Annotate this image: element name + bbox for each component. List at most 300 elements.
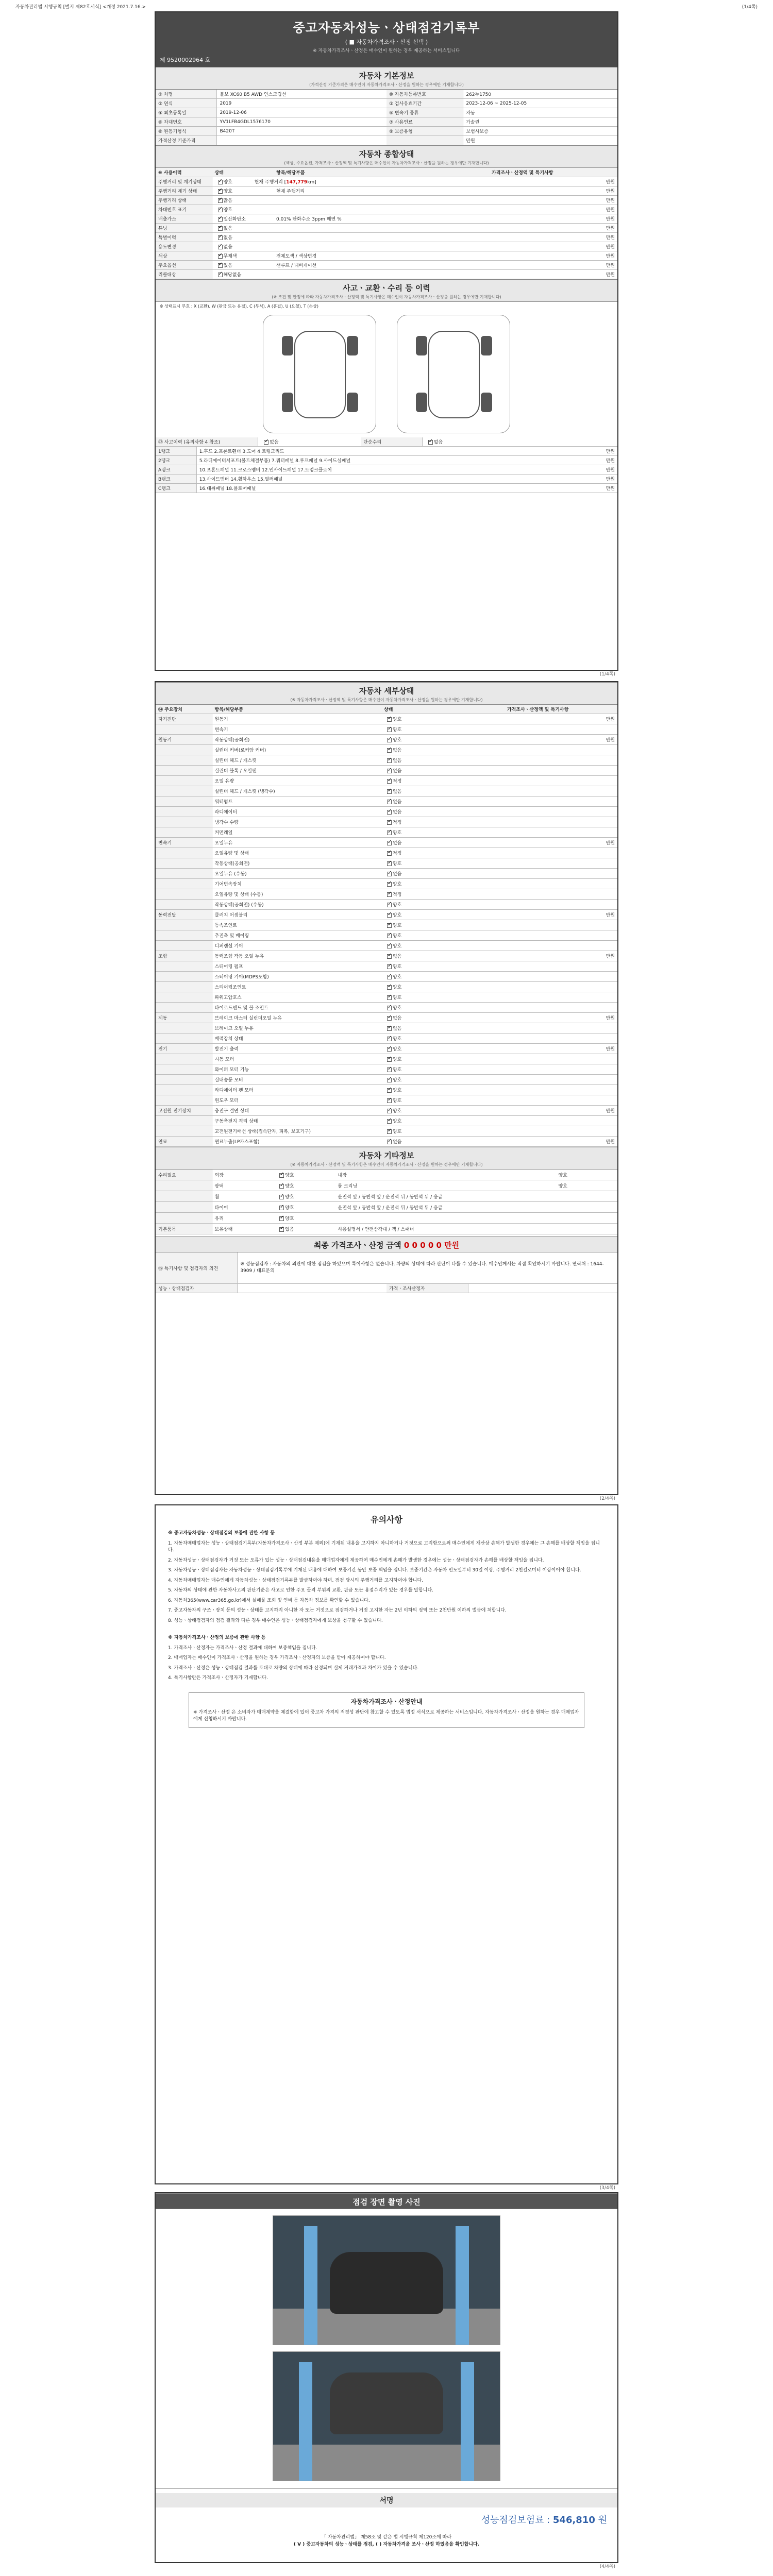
summary-state bbox=[212, 251, 274, 260]
detail-item: 기어변속장치 bbox=[214, 882, 242, 887]
other-state2: 양호 bbox=[558, 1173, 567, 1178]
summary-row bbox=[156, 261, 617, 270]
summary-label: 리콜대상 bbox=[156, 270, 212, 279]
wheel-icon bbox=[416, 336, 427, 355]
field-label: ⑦ 사용연료 bbox=[386, 117, 463, 126]
field-value: B420T bbox=[220, 128, 235, 134]
other-group bbox=[156, 1202, 212, 1212]
notice-item: 6. 자동차365(www.car365.go.kr)에서 실매물 조회 및 연비 등 자동차 정보를 확인할 수 있습니다. bbox=[168, 1598, 370, 1603]
notice-item: 2. 자동차성능ㆍ상태점검자가 거짓 또는 오류가 있는 성능ㆍ상태점검내용을 매매업자에게 제공하여 매수인에게 손해가 발생한 경우에는 성능ㆍ상태점검자가 손해를 배상할 책임을 집니다. bbox=[168, 1557, 544, 1563]
checkbox-checked bbox=[387, 1119, 392, 1124]
summary-price: 만원 bbox=[606, 263, 615, 268]
summary-label: 특별이력 bbox=[156, 233, 212, 242]
detail-item: 등속조인트 bbox=[214, 923, 238, 928]
car-frame-diagram bbox=[397, 315, 510, 433]
field-value: 2019-12-06 bbox=[220, 110, 247, 115]
state-text: 양호 bbox=[393, 1109, 402, 1114]
opinion-row: ⑮ 특기사항 및 점검자의 의견 ※ 성능점검자 : 자동차의 외관에 대한 점검을 하였으며 특이사항은 없습니다. 차량의 상태에 따라 판단이 다를 수 있습니다. 매수인께서는 직접 확인하시기 바랍니다. 연락처 : 1644-3909 / 대표문의 bbox=[156, 1252, 617, 1284]
detail-price: 만원 bbox=[606, 954, 615, 959]
checkbox-checked bbox=[387, 1057, 392, 1062]
other-item: 광택 bbox=[214, 1183, 224, 1189]
checkbox-checked bbox=[387, 769, 392, 773]
detail-group bbox=[156, 1064, 212, 1074]
field-value: 262누1750 bbox=[466, 92, 492, 97]
state-text: 없음 bbox=[393, 1140, 402, 1145]
detail-group bbox=[156, 755, 212, 765]
detail-row bbox=[156, 1054, 617, 1064]
detail-row bbox=[156, 745, 617, 755]
state-text: 있음 bbox=[223, 263, 232, 268]
section-other: 자동차 기타정보 (※ 자동차가격조사ㆍ산정액 및 특기사항은 매수인이 자동차가격조사ㆍ산정을 원하는 경우에만 기재합니다) bbox=[156, 1147, 617, 1170]
detail-state bbox=[381, 982, 505, 991]
detail-price bbox=[505, 904, 617, 906]
summary-item bbox=[274, 227, 489, 229]
detail-group bbox=[156, 889, 212, 899]
detail-price bbox=[505, 965, 617, 968]
other-row bbox=[156, 1202, 617, 1213]
detail-state bbox=[381, 1044, 505, 1053]
detail-group bbox=[156, 900, 212, 909]
checkbox-checked bbox=[218, 217, 223, 222]
detail-price bbox=[505, 1099, 617, 1101]
field-label: ④ 최초등록일 bbox=[156, 108, 217, 117]
state-text: 없음 bbox=[393, 769, 402, 774]
summary-label: 차대번호 표기 bbox=[156, 205, 212, 214]
notice-list bbox=[168, 1540, 605, 1625]
detail-group bbox=[156, 1033, 212, 1043]
basic-info-row bbox=[156, 108, 617, 117]
detail-price: 만원 bbox=[606, 841, 615, 846]
wheel-icon bbox=[416, 393, 427, 412]
basic-info-row bbox=[156, 136, 617, 145]
detail-item: 와이퍼 모터 기능 bbox=[214, 1067, 249, 1073]
detail-group: 변속기 bbox=[156, 838, 212, 848]
detail-row bbox=[156, 766, 617, 776]
detail-group: 동력전달 bbox=[156, 910, 212, 920]
other-state bbox=[274, 1171, 335, 1179]
detail-row bbox=[156, 869, 617, 879]
detail-item: 오일유량 및 상태 bbox=[214, 851, 249, 856]
detail-item: 실린더 헤드 / 개스킷 (냉각수) bbox=[214, 789, 275, 794]
detail-row bbox=[156, 858, 617, 869]
summary-price: 만원 bbox=[606, 254, 615, 259]
checkbox-checked bbox=[279, 1184, 284, 1189]
detail-state bbox=[381, 941, 505, 950]
summary-price: 만원 bbox=[606, 189, 615, 194]
checkbox-checked bbox=[387, 975, 392, 979]
detail-row bbox=[156, 1033, 617, 1044]
checkbox-checked bbox=[387, 789, 392, 794]
part-group-row bbox=[156, 474, 617, 484]
detail-price bbox=[505, 780, 617, 782]
detail-state bbox=[381, 900, 505, 909]
summary-item bbox=[274, 209, 489, 211]
part-items: 1.후드 2.프론트휀더 3.도어 4.트렁크리드 bbox=[199, 449, 284, 454]
field-value bbox=[217, 140, 386, 142]
detail-row bbox=[156, 755, 617, 766]
detail-state bbox=[381, 910, 505, 919]
checkbox-checked bbox=[387, 748, 392, 753]
summary-row bbox=[156, 224, 617, 233]
detail-price bbox=[505, 1130, 617, 1132]
detail-group bbox=[156, 1126, 212, 1136]
other-state bbox=[274, 1225, 335, 1233]
other-item2: 내장 bbox=[338, 1173, 347, 1178]
wheel-icon bbox=[347, 393, 358, 412]
checkbox-checked bbox=[387, 841, 392, 845]
state-text: 양호 bbox=[393, 738, 402, 743]
detail-price bbox=[505, 770, 617, 772]
detail-state bbox=[381, 1096, 505, 1105]
detail-group: 조향 bbox=[156, 951, 212, 961]
detail-group bbox=[156, 745, 212, 755]
detail-group bbox=[156, 961, 212, 971]
photo-section-header: 점검 장면 촬영 사진 bbox=[156, 2193, 617, 2209]
detail-item: 라디에이터 bbox=[214, 810, 238, 815]
detail-item: 냉각수 수량 bbox=[214, 820, 239, 825]
field-value: 보험사보증 bbox=[466, 129, 489, 134]
detail-row bbox=[156, 1106, 617, 1116]
checkbox-good bbox=[218, 180, 223, 184]
accident-legend: ※ 상태표시 부호 : X (교환), W (판금 또는 용접), C (부식), A (흠집), U (요철), T (손상) bbox=[160, 304, 319, 309]
detail-state bbox=[381, 869, 505, 878]
summary-state bbox=[212, 214, 274, 223]
detail-state bbox=[381, 1106, 505, 1115]
state-text: 있음 bbox=[285, 1227, 294, 1232]
state-text: 양호 bbox=[393, 985, 402, 990]
summary-state bbox=[212, 270, 274, 279]
detail-group: 자기진단 bbox=[156, 714, 212, 724]
detail-item: 실린더 블록 / 오일팬 bbox=[214, 769, 257, 774]
mileage-row: 주행거리 및 계기상태 ✓ 양호 현재 주행거리 [147,779km] 만원 bbox=[156, 177, 617, 187]
state-text: 양호 bbox=[393, 1037, 402, 1042]
state-text: 양호 bbox=[393, 861, 402, 867]
summary-state bbox=[212, 205, 274, 214]
detail-state bbox=[381, 952, 505, 960]
detail-group bbox=[156, 982, 212, 992]
page-2: 자동차 세부상태 (※ 자동차가격조사ㆍ산정액 및 특기사항은 매수인이 자동차가격조사ㆍ산정을 원하는 경우에만 기재합니다) ⑭ 주요장치 항목/해당부품 상태 가격조사ㆍ산정액 및 특기사항 자기진단 원동기 ✓ 양호 만원 변속기 ✓ 양호 원동기 작동상태(공회전) ✓ 양호 만원 실린더 커버(로커암 커버) ✓ 없음 실린더 헤드 / 개스킷 ✓ 없음 실린더 블록 / 오일팬 ✓ 없음 오일 유량 ✓ 적정 실린더 헤드 / 개스킷 (냉각수) ✓ 없음 워터펌프 ✓ 없음 라디에이터 ✓ 없음 냉각수 수량 ✓ 적정 커먼레일 ✓ 양호 변속기 오일누유 ✓ 없음 만원 오일유량 및 상태 ✓ 적정 작동상태(공회전) ✓ 양호 오일누유 (수동) ✓ 없음 기어변속장치 ✓ 양호 오일유량 및 상태 (수동) ✓ 적정 작동상태(공회전) (수동) ✓ 양호 동력전달 클러치 어셈블리 ✓ 양호 만원 등속조인트 ✓ 양호 추진축 및 베어링 ✓ 양호 디퍼렌셜 기어 ✓ 양호 조향 동력조향 작동 오일 누유 ✓ 없음 만원 스티어링 펌프 ✓ 양호 스티어링 기어(MDPS포함) ✓ 양호 스티어링조인트 ✓ 양호 파워고압호스 ✓ 양호 타이로드엔드 및 볼 조인트 ✓ 양호 제동 브레이크 마스터 실린더오일 누유 ✓ 없음 만원 브레이크 오일 누유 ✓ 없음 배력장치 상태 ✓ 양호 전기 발전기 출력 ✓ 양호 만원 시동 모터 ✓ 양호 와이퍼 모터 기능 ✓ 양호 실내송풍 모터 ✓ 양호 라디에이터 팬 모터 ✓ 양호 윈도우 모터 ✓ 양호 고전원 전기장치 충전구 절연 상태 ✓ 양호 만원 구동축전지 격리 상태 ✓ 양호 고전원전기배선 상태(접속단자, 피복, 보호기구) ✓ 양호 연료 연료누출(LP가스포함) ✓ 없음 만원 자동차 기타정보 (※ 자동차가격조사ㆍ산정액 및 특기사항은 매수인이 자동차가격조사ㆍ산정을 원하는 경우에만 기재합니다) 수리필요 외장 ✓ 양호 내장 양호 광택 ✓ 양호 룸 크리닝 양호 휠 ✓ 양호 운전석 앞 / 동반석 앞 / 운전석 뒤 / 동반석 뒤 / 응급 타이어 ✓ 양호 운전석 앞 / 동반석 앞 / 운전석 뒤 / 동반석 뒤 / 응급 유리 ✓ 양호 기본품목 보유상태 ✓ 있음 사용설명서 / 안전삼각대 / 잭 / 스패너 최종 가격조사ㆍ산정 금액 0 0 0 0 0 만원 ⑮ 특기사항 및 점검자의 의견 ※ 성능점검자 : 자동차의 외관에 대한 점검을 하였으며 특이사항은 없습니다. 차량의 상태에 따라 판단이 다를 수 있습니다. 매수인께서는 직접 확인하시기 바랍니다. 연락처 : 1644-3909 / 대표문의 성능ㆍ상태점검자 가격ㆍ조사산정자 (2/4쪽) bbox=[155, 681, 618, 1495]
field-label: ⑤ 변속기 종류 bbox=[386, 108, 463, 117]
wheel-icon bbox=[282, 336, 293, 355]
detail-state bbox=[381, 859, 505, 868]
checkbox-checked bbox=[218, 189, 223, 194]
state-text: 없음 bbox=[393, 1016, 402, 1021]
other-state2 bbox=[556, 1217, 617, 1219]
detail-price bbox=[505, 1069, 617, 1071]
detail-state bbox=[381, 1086, 505, 1094]
detail-group bbox=[156, 827, 212, 837]
detail-state bbox=[381, 735, 505, 744]
other-row bbox=[156, 1170, 617, 1180]
detail-price bbox=[505, 986, 617, 988]
notice-item: 7. 중고자동차의 구조ㆍ장치 등의 성능ㆍ상태를 고지하지 아니한 자 또는 거짓으로 점검하거나 거짓 고지한 자는 2년 이하의 징역 또는 2천만원 이하의 벌금에 처합니다. bbox=[168, 1608, 507, 1613]
document-title: 중고자동차성능ㆍ상태점검기록부 bbox=[293, 21, 480, 35]
detail-group bbox=[156, 1054, 212, 1064]
state-text: 없음 bbox=[393, 872, 402, 877]
summary-label: 색상 bbox=[156, 251, 212, 260]
other-state bbox=[274, 1203, 335, 1212]
detail-state bbox=[381, 1013, 505, 1022]
summary-price: 만원 bbox=[606, 235, 615, 241]
detail-row bbox=[156, 1044, 617, 1054]
state-text: 일산화탄소 bbox=[223, 217, 246, 222]
state-text: 없음 bbox=[393, 800, 402, 805]
detail-state bbox=[381, 828, 505, 837]
checkbox-checked bbox=[387, 1067, 392, 1072]
detail-state bbox=[381, 993, 505, 1002]
detail-price bbox=[505, 832, 617, 834]
insurance-fee: 성능점검보험료 : 546,810 원 bbox=[481, 2515, 607, 2526]
detail-group bbox=[156, 796, 212, 806]
summary-label: 튜닝 bbox=[156, 224, 212, 232]
field-label: ⑥ 차대번호 bbox=[156, 117, 217, 126]
detail-state bbox=[381, 807, 505, 816]
state-text: 없음 bbox=[223, 235, 232, 241]
part-price: 만원 bbox=[606, 449, 615, 454]
detail-group bbox=[156, 1003, 212, 1012]
doc-number-value: 9520002964 bbox=[167, 57, 204, 63]
part-rank: C랭크 bbox=[156, 484, 197, 493]
state-text: 적정 bbox=[393, 779, 402, 784]
wheel-icon bbox=[347, 336, 358, 355]
detail-item: 충전구 절연 상태 bbox=[214, 1109, 249, 1114]
part-rank: 1랭크 bbox=[156, 447, 197, 455]
detail-state bbox=[381, 838, 505, 847]
detail-group bbox=[156, 869, 212, 878]
car-diagram bbox=[156, 311, 617, 437]
part-rank: B랭크 bbox=[156, 474, 197, 483]
detail-item: 클러치 어셈블리 bbox=[214, 913, 248, 918]
detail-state bbox=[381, 715, 505, 723]
detail-row bbox=[156, 1075, 617, 1085]
field-label: ① 차명 bbox=[156, 90, 217, 98]
field-value: 2019 bbox=[220, 100, 232, 106]
mileage-value: 147,779 bbox=[286, 180, 308, 185]
detail-price bbox=[505, 1079, 617, 1081]
detail-row bbox=[156, 930, 617, 941]
form-ref: 자동차관리법 시행규칙 [별지 제82호서식] <개정 2021.7.16.> bbox=[15, 5, 146, 10]
checkbox-checked bbox=[387, 717, 392, 722]
part-rank: 2랭크 bbox=[156, 456, 197, 465]
detail-item: 커먼레일 bbox=[214, 831, 233, 836]
field-label: ② 연식 bbox=[156, 99, 217, 108]
state-text: 양호 bbox=[393, 1078, 402, 1083]
detail-row bbox=[156, 1085, 617, 1095]
other-table bbox=[156, 1170, 617, 1234]
detail-state bbox=[381, 1127, 505, 1136]
checkbox-checked bbox=[387, 1006, 392, 1010]
detail-row bbox=[156, 1137, 617, 1147]
other-item2: 운전석 앞 / 동반석 앞 / 운전석 뒤 / 동반석 뒤 / 응급 bbox=[338, 1194, 443, 1200]
state-text: 양호 bbox=[393, 995, 402, 1001]
other-item2: 운전석 앞 / 동반석 앞 / 운전석 뒤 / 동반석 뒤 / 응급 bbox=[338, 1205, 443, 1211]
detail-item: 구동축전지 격리 상태 bbox=[214, 1119, 258, 1124]
detail-item: 윈도우 모터 bbox=[214, 1098, 239, 1104]
state-text: 양호 bbox=[393, 1119, 402, 1124]
summary-state bbox=[212, 224, 274, 232]
detail-price bbox=[505, 924, 617, 926]
summary-row bbox=[156, 214, 617, 224]
checkbox-checked bbox=[279, 1195, 284, 1199]
checkbox-checked bbox=[387, 985, 392, 990]
state-text: 양호 bbox=[285, 1194, 294, 1200]
checkbox-checked bbox=[387, 944, 392, 948]
detail-item: 원동기 bbox=[214, 717, 228, 722]
checkbox-checked bbox=[387, 1078, 392, 1082]
part-rank: A랭크 bbox=[156, 465, 197, 474]
detail-row bbox=[156, 735, 617, 745]
summary-label: 용도변경 bbox=[156, 242, 212, 251]
state-text: 없음 bbox=[393, 954, 402, 959]
field-value: 2023-12-06 ~ 2025-12-05 bbox=[466, 100, 527, 106]
notice-item: 5. 자동차의 상태에 관한 자동차사고의 판단기준은 사고로 인한 주요 골격 부위의 교환, 판금 또는 용접수리가 있는 경우를 말합니다. bbox=[168, 1588, 434, 1593]
detail-row bbox=[156, 786, 617, 796]
checkbox-checked bbox=[387, 1129, 392, 1134]
detail-row bbox=[156, 807, 617, 817]
notice-section: 유의사항 ※ 중고자동차성능ㆍ상태점검의 보증에 관한 사항 등 1. 자동차매매업자는 성능ㆍ상태점검기록부(자동차가격조사ㆍ산정 부분 제외)에 기재된 내용을 고지하지 아니하거나 거짓으로 고지함으로써 매수인에게 재산상 손해가 발생한 경우에는 그 손해를 배상할 책임을 집니다. 2. 자동차성능ㆍ상태점검자가 거짓 또는 오류가 있는 성능ㆍ상태점검내용을 매매업자에게 제공하여 매수인에게 손해가 발생한 경우에는 성능ㆍ상태점검자가 손해를 배상할 책임을 집니다. 3. 자동차성능ㆍ상태점검자는 자동차성능ㆍ상태점검기록부에 기재된 내용에 대하여 보증기간 동안 보증 책임을 집니다. 보증기간은 자동차 인도일부터 30일 이상, 주행거리 2천킬로미터 이상이어야 합니다. 4. 자동차매매업자는 매수인에게 자동차성능ㆍ상태점검기록부를 발급하여야 하며, 점검 당시의 주행거리를 고지하여야 합니다. 5. 자동차의 상태에 관한 자동차사고의 판단기준은 사고로 인한 주요 골격 부위의 교환, 판금 또는 용접수리가 있는 경우를 말합니다. 6. 자동차365(www.car365.go.kr)에서 실매물 조회 및 연비 등 자동차 정보를 확인할 수 있습니다. 7. 중고자동차의 구조ㆍ장치 등의 성능ㆍ상태를 고지하지 아니한 자 또는 거짓으로 점검하거나 거짓 고지한 자는 2년 이하의 징역 또는 2천만원 이하의 벌금에 처합니다. 8. 성능ㆍ상태점검자의 점검 결과와 다른 경우 매수인은 성능ㆍ상태점검자에게 보상을 청구할 수 있습니다. ※ 자동차가격조사ㆍ산정의 보증에 관한 사항 등 1. 가격조사ㆍ산정자는 가격조사ㆍ산정 결과에 대하여 보증책임을 집니다. 2. 매매업자는 매수인이 가격조사ㆍ산정을 원하는 경우 가격조사ㆍ산정자의 보증을 받아 제공하여야 합니다. 3. 가격조사ㆍ산정은 성능ㆍ상태점검 결과를 토대로 차량의 상태에 따라 산정되며 실제 거래가격과 차이가 있을 수 있습니다. 4. 특기사항란은 가격조사ㆍ산정자가 기재합니다. 자동차가격조사ㆍ산정안내 ※ 가격조사ㆍ산정 은 소비자가 매매계약을 체결함에 있어 중고차 가격의 적정성 판단에 참고할 수 있도록 법정 서식으로 제공하는 서비스입니다. 자동차가격조사ㆍ산정을 원하는 경우 매매업자에게 신청하시기 바랍니다. bbox=[156, 1505, 617, 1742]
checkbox-checked bbox=[279, 1173, 284, 1178]
summary-price: 만원 bbox=[606, 273, 615, 278]
checkbox-checked bbox=[387, 861, 392, 866]
state-text: 양호 bbox=[393, 727, 402, 733]
car-frame-outline bbox=[428, 331, 480, 418]
field-value: 자동 bbox=[466, 111, 475, 116]
detail-row bbox=[156, 951, 617, 961]
summary-item bbox=[274, 236, 489, 239]
detail-item: 워터펌프 bbox=[214, 800, 233, 805]
detail-row bbox=[156, 1013, 617, 1023]
document-note: ※ 자동차가격조사ㆍ산정은 매수인이 원하는 경우 제공하는 서비스입니다 bbox=[313, 48, 460, 54]
document-number: 제 9520002964 호 bbox=[160, 57, 211, 63]
detail-state bbox=[381, 1003, 505, 1012]
state-text: 해당없음 bbox=[223, 273, 242, 278]
summary-price: 만원 bbox=[606, 217, 615, 222]
summary-item: 현재 주행거리 bbox=[276, 189, 305, 194]
inspection-photo-front bbox=[273, 2215, 500, 2345]
other-group: 기본품목 bbox=[156, 1224, 212, 1234]
other-row bbox=[156, 1224, 617, 1234]
summary-price: 만원 bbox=[606, 245, 615, 250]
wheel-icon bbox=[481, 393, 492, 412]
detail-price bbox=[505, 749, 617, 751]
detail-price: 만원 bbox=[606, 1016, 615, 1021]
page-indicator: (1/4쪽) bbox=[742, 5, 758, 10]
detail-price bbox=[505, 976, 617, 978]
summary-row bbox=[156, 270, 617, 279]
other-state2 bbox=[556, 1195, 617, 1197]
state-text: 양호 bbox=[393, 1047, 402, 1052]
checkbox-checked bbox=[387, 851, 392, 856]
state-text: 양호 bbox=[393, 923, 402, 928]
summary-row bbox=[156, 251, 617, 261]
state-text: 양호 bbox=[393, 975, 402, 980]
checkbox-checked bbox=[279, 1206, 284, 1210]
detail-group bbox=[156, 1116, 212, 1126]
summary-item: 선루프 / 내비게이션 bbox=[276, 263, 317, 268]
state-text: 양호 bbox=[285, 1173, 294, 1178]
detail-row bbox=[156, 1095, 617, 1106]
signature-section: 서명 성능점검보험료 : 546,810 원 「 자동차관리법」 제58조 및 같은 법 시행규칙 제120조에 따라 ( V ) 중고자동차의 성능ㆍ상태를 점검, ( ) 자동차가격을 조사ㆍ산정 하였음을 확인합니다. bbox=[156, 2488, 617, 2551]
summary-row bbox=[156, 187, 617, 196]
state-text: 양호 bbox=[393, 882, 402, 887]
detail-row bbox=[156, 817, 617, 827]
checkbox-checked bbox=[387, 810, 392, 815]
accident-parts-table bbox=[156, 447, 617, 493]
part-group-row bbox=[156, 484, 617, 493]
checkbox-checked bbox=[387, 995, 392, 1000]
basic-info-row bbox=[156, 127, 617, 136]
detail-price bbox=[505, 1089, 617, 1091]
detail-group bbox=[156, 776, 212, 786]
summary-state bbox=[212, 233, 274, 242]
detail-group bbox=[156, 920, 212, 930]
detail-row bbox=[156, 879, 617, 889]
state-text: 양호 bbox=[393, 717, 402, 722]
checkbox-checked bbox=[387, 913, 392, 918]
detail-group: 고전원 전기장치 bbox=[156, 1106, 212, 1115]
detail-row bbox=[156, 1023, 617, 1033]
notice-item: 4. 특기사항란은 가격조사ㆍ산정자가 기재합니다. bbox=[168, 1675, 268, 1681]
checkbox-checked bbox=[387, 779, 392, 784]
part-price: 만원 bbox=[606, 459, 615, 464]
checkbox-checked bbox=[218, 208, 223, 212]
checkbox-checked bbox=[387, 1109, 392, 1113]
checkbox-checked bbox=[387, 954, 392, 959]
detail-group bbox=[156, 1095, 212, 1105]
detail-item: 동력조향 작동 오일 누유 bbox=[214, 954, 264, 959]
summary-row bbox=[156, 242, 617, 251]
notice-item: 4. 자동차매매업자는 매수인에게 자동차성능ㆍ상태점검기록부를 발급하여야 하며, 점검 당시의 주행거리를 고지하여야 합니다. bbox=[168, 1578, 424, 1583]
other-item2: 사용설명서 / 안전삼각대 / 잭 / 스패너 bbox=[338, 1227, 414, 1232]
other-item: 유리 bbox=[214, 1216, 224, 1222]
state-text: 양호 bbox=[393, 1006, 402, 1011]
state-text: 양호 bbox=[393, 944, 402, 949]
part-group-row bbox=[156, 456, 617, 465]
detail-price bbox=[505, 893, 617, 895]
checkbox-checked bbox=[387, 1037, 392, 1041]
detail-state bbox=[381, 787, 505, 795]
detail-price bbox=[505, 1027, 617, 1029]
checkbox-checked bbox=[279, 1216, 284, 1221]
detail-price: 만원 bbox=[606, 1140, 615, 1145]
section-detail: 자동차 세부상태 (※ 자동차가격조사ㆍ산정액 및 특기사항은 매수인이 자동차가격조사ㆍ산정을 원하는 경우에만 기재합니다) bbox=[156, 682, 617, 705]
detail-item: 오일유량 및 상태 (수동) bbox=[214, 892, 263, 897]
checkbox-checked bbox=[218, 273, 223, 277]
summary-label: 주행거리 계기 상태 bbox=[156, 187, 212, 195]
detail-group bbox=[156, 766, 212, 775]
field-label bbox=[386, 136, 463, 145]
detail-price: 만원 bbox=[606, 717, 615, 722]
checkbox-checked bbox=[387, 872, 392, 876]
checkbox-checked bbox=[387, 903, 392, 907]
detail-state bbox=[381, 849, 505, 857]
detail-price bbox=[505, 1007, 617, 1009]
detail-price bbox=[505, 935, 617, 937]
detail-item: 발전기 출력 bbox=[214, 1047, 239, 1052]
detail-group: 전기 bbox=[156, 1044, 212, 1054]
basic-info-row bbox=[156, 117, 617, 127]
detail-item: 실린더 커버(로커암 커버) bbox=[214, 748, 266, 753]
detail-state bbox=[381, 745, 505, 754]
price-guide-box: 자동차가격조사ㆍ산정안내 ※ 가격조사ㆍ산정 은 소비자가 매매계약을 체결함에 있어 중고차 가격의 적정성 판단에 참고할 수 있도록 법정 서식으로 제공하는 서비스입니다. 자동차가격조사ㆍ산정을 원하는 경우 매매업자에게 신청하시기 바랍니다. bbox=[189, 1692, 584, 1728]
detail-row bbox=[156, 1064, 617, 1075]
other-row bbox=[156, 1180, 617, 1191]
summary-state bbox=[212, 261, 274, 269]
checkbox-checked bbox=[387, 1098, 392, 1103]
checkbox-checked bbox=[387, 882, 392, 887]
detail-row bbox=[156, 920, 617, 930]
checkbox-checked bbox=[387, 892, 392, 897]
